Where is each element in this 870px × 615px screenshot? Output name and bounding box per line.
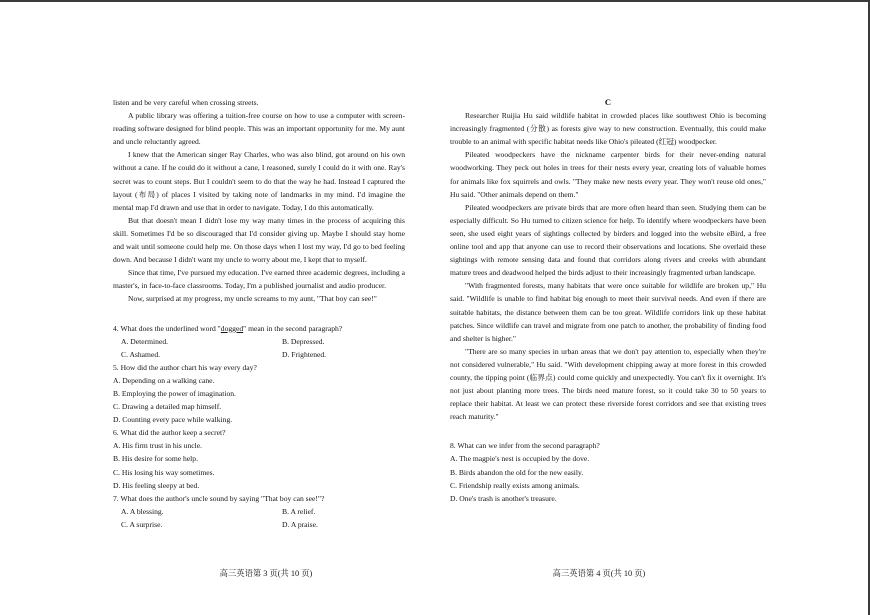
question-5 [113, 361, 405, 426]
left-column [113, 96, 405, 531]
option-d: D. A praise. [282, 519, 318, 529]
page-footer-right: 高三英语第 4 页(共 10 页) [552, 569, 646, 578]
option-d: D. One's trash is another's treasure. [450, 493, 557, 503]
passage-paragraph: A public library was offering a tuition-free course on how to use a computer with screen-reading software designed for blind people. This was an important opportunity for me. My aunt and uncle reluctantly agreed. [113, 111, 405, 147]
option-a: A. A blessing. [121, 506, 164, 516]
right-column [450, 96, 766, 505]
option-c: C. A surprise. [121, 519, 163, 529]
question-7 [113, 492, 405, 531]
question-stem: 5. How did the author chart his way every day? [113, 362, 257, 372]
option-b: B. Depressed. [282, 336, 325, 346]
option-d: D. Counting every pace while walking. [113, 415, 233, 425]
passage-paragraph: "With fragmented forests, many habitats that were once suitable for wildlife are broken up," Hu said. "Wildlife is unable to find habitat big enough to meet their survival needs. And even if there are suitable habitats, the distance between them can be too great. Wildlife corridors link up these habitat patches. Since wildlife can travel and migrate from one patch to another, the probability of finding food and shelter is higher." [450, 281, 766, 343]
option-b: B. Birds abandon the old for the new easily. [450, 467, 584, 477]
passage-paragraph: Now, surprised at my progress, my uncle screams to my aunt, "That boy can see!" [128, 294, 377, 304]
passage-paragraph: I knew that the American singer Ray Charles, who was also blind, got around on his own without a cane. If he could do it without a cane, I reasoned, surely I could do it with one. Ray's secret was to count steps. But I couldn't seem to do that the way he had. Instead I captured the layout (布局) of places I visited by taking note of landmarks in my mind. I'd imagine the mental map I'd drawn and use that in order to navigate. Today, I do this automatically. [113, 150, 405, 212]
option-a: A. His firm trust in his uncle. [113, 441, 203, 451]
question-8 [450, 439, 766, 504]
passage-paragraph: But that doesn't mean I didn't lose my way many times in the process of acquiring this skill. Sometimes I'd be so discouraged that I'd consider giving up. Maybe I should stay home and wait until someone could help me. On those days when I lost my way, I'd go to bed feeling down. And because I didn't want my uncle to worry about me, I kept that to myself. [113, 215, 405, 265]
passage-paragraph: Researcher Ruijia Hu said wildlife habitat in crowded places like southwest Ohio is becoming increasingly fragmented (分散) as forests give way to new construction. Eventually, this could make trouble to an animal with specific habitat needs like Ohio's pileated (红冠) woodpecker. [450, 111, 766, 147]
option-a: A. Depending on a walking cane. [113, 375, 215, 385]
underlined-word: dogged [220, 323, 244, 333]
question-stem: 8. What can we infer from the second paragraph? [450, 441, 600, 451]
passage-paragraph: Pileated woodpeckers are private birds that are more often heard than seen. Studying them can be especially difficult. So Hu turned to citizen science for help. To identify where woodpeckers have been seen, she used eight years of sightings collected by birders and logged into the website eBird, a free online tool and app that anyone can use to record their observations and locations. She overlaid these sightings with remote sensing data and found that corridors along rivers and creeks with abundant mature trees and deadwood helped the birds adjust to their increasingly fragmented urban landscape. [450, 202, 766, 278]
question-6 [113, 426, 405, 491]
passage-paragraph: Since that time, I've pursued my education. I've earned three academic degrees, including a master's, in face-to-face classrooms. Today, I'm a published journalist and audio producer. [113, 268, 405, 291]
option-c: C. His losing his way sometimes. [113, 467, 215, 477]
option-a: A. The magpie's nest is occupied by the dove. [450, 454, 590, 464]
scan-edge-top [0, 0, 870, 2]
option-d: D. Frightened. [282, 349, 327, 359]
passage-paragraph: Pileated woodpeckers have the nickname carpenter birds for their never-ending natural woodworking. They peck out holes in trees for their nests every year, creating lots of valuable homes for animals like fox squirrels and owls. "They make new nests every year. They won't reuse old ones," Hu said. "Other animals depend on them." [450, 150, 766, 199]
passage-paragraph: "There are so many species in urban areas that we don't pay attention to, especially when they're not considered vulnerable," Hu said. "With development chipping away at more forest in this crowded county, the tipping point (临界点) could come quickly and unexpectedly. You can't fix it overnight. It's not just about planting more trees. The birds need mature forest, so it could take 30 to 50 years to replace their habitat. At least we can protect these riverside forest corridors and see that existing trees reach maturity." [450, 346, 766, 422]
question-4 [113, 322, 405, 361]
option-b: B. His desire for some help. [113, 454, 198, 464]
page-footer-left: 高三英语第 3 页(共 10 页) [219, 569, 313, 578]
question-stem: 4. What does the underlined word "dogged" mean in the second paragraph? [113, 323, 343, 333]
option-b: B. Employing the power of imagination. [113, 388, 236, 398]
passage-paragraph: listen and be very careful when crossing streets. [113, 98, 259, 107]
option-d: D. His feeling sleepy at bed. [113, 480, 200, 490]
option-c: C. Drawing a detailed map himself. [113, 402, 222, 412]
question-stem: 6. What did the author keep a secret? [113, 428, 226, 438]
option-a: A. Determined. [121, 336, 169, 346]
section-title: C [604, 97, 612, 107]
question-stem: 7. What does the author's uncle sound by saying "That boy can see!"? [113, 493, 325, 503]
option-c: C. Friendship really exists among animals. [450, 480, 580, 490]
option-c: C. Ashamed. [121, 349, 161, 359]
option-b: B. A relief. [282, 506, 316, 516]
